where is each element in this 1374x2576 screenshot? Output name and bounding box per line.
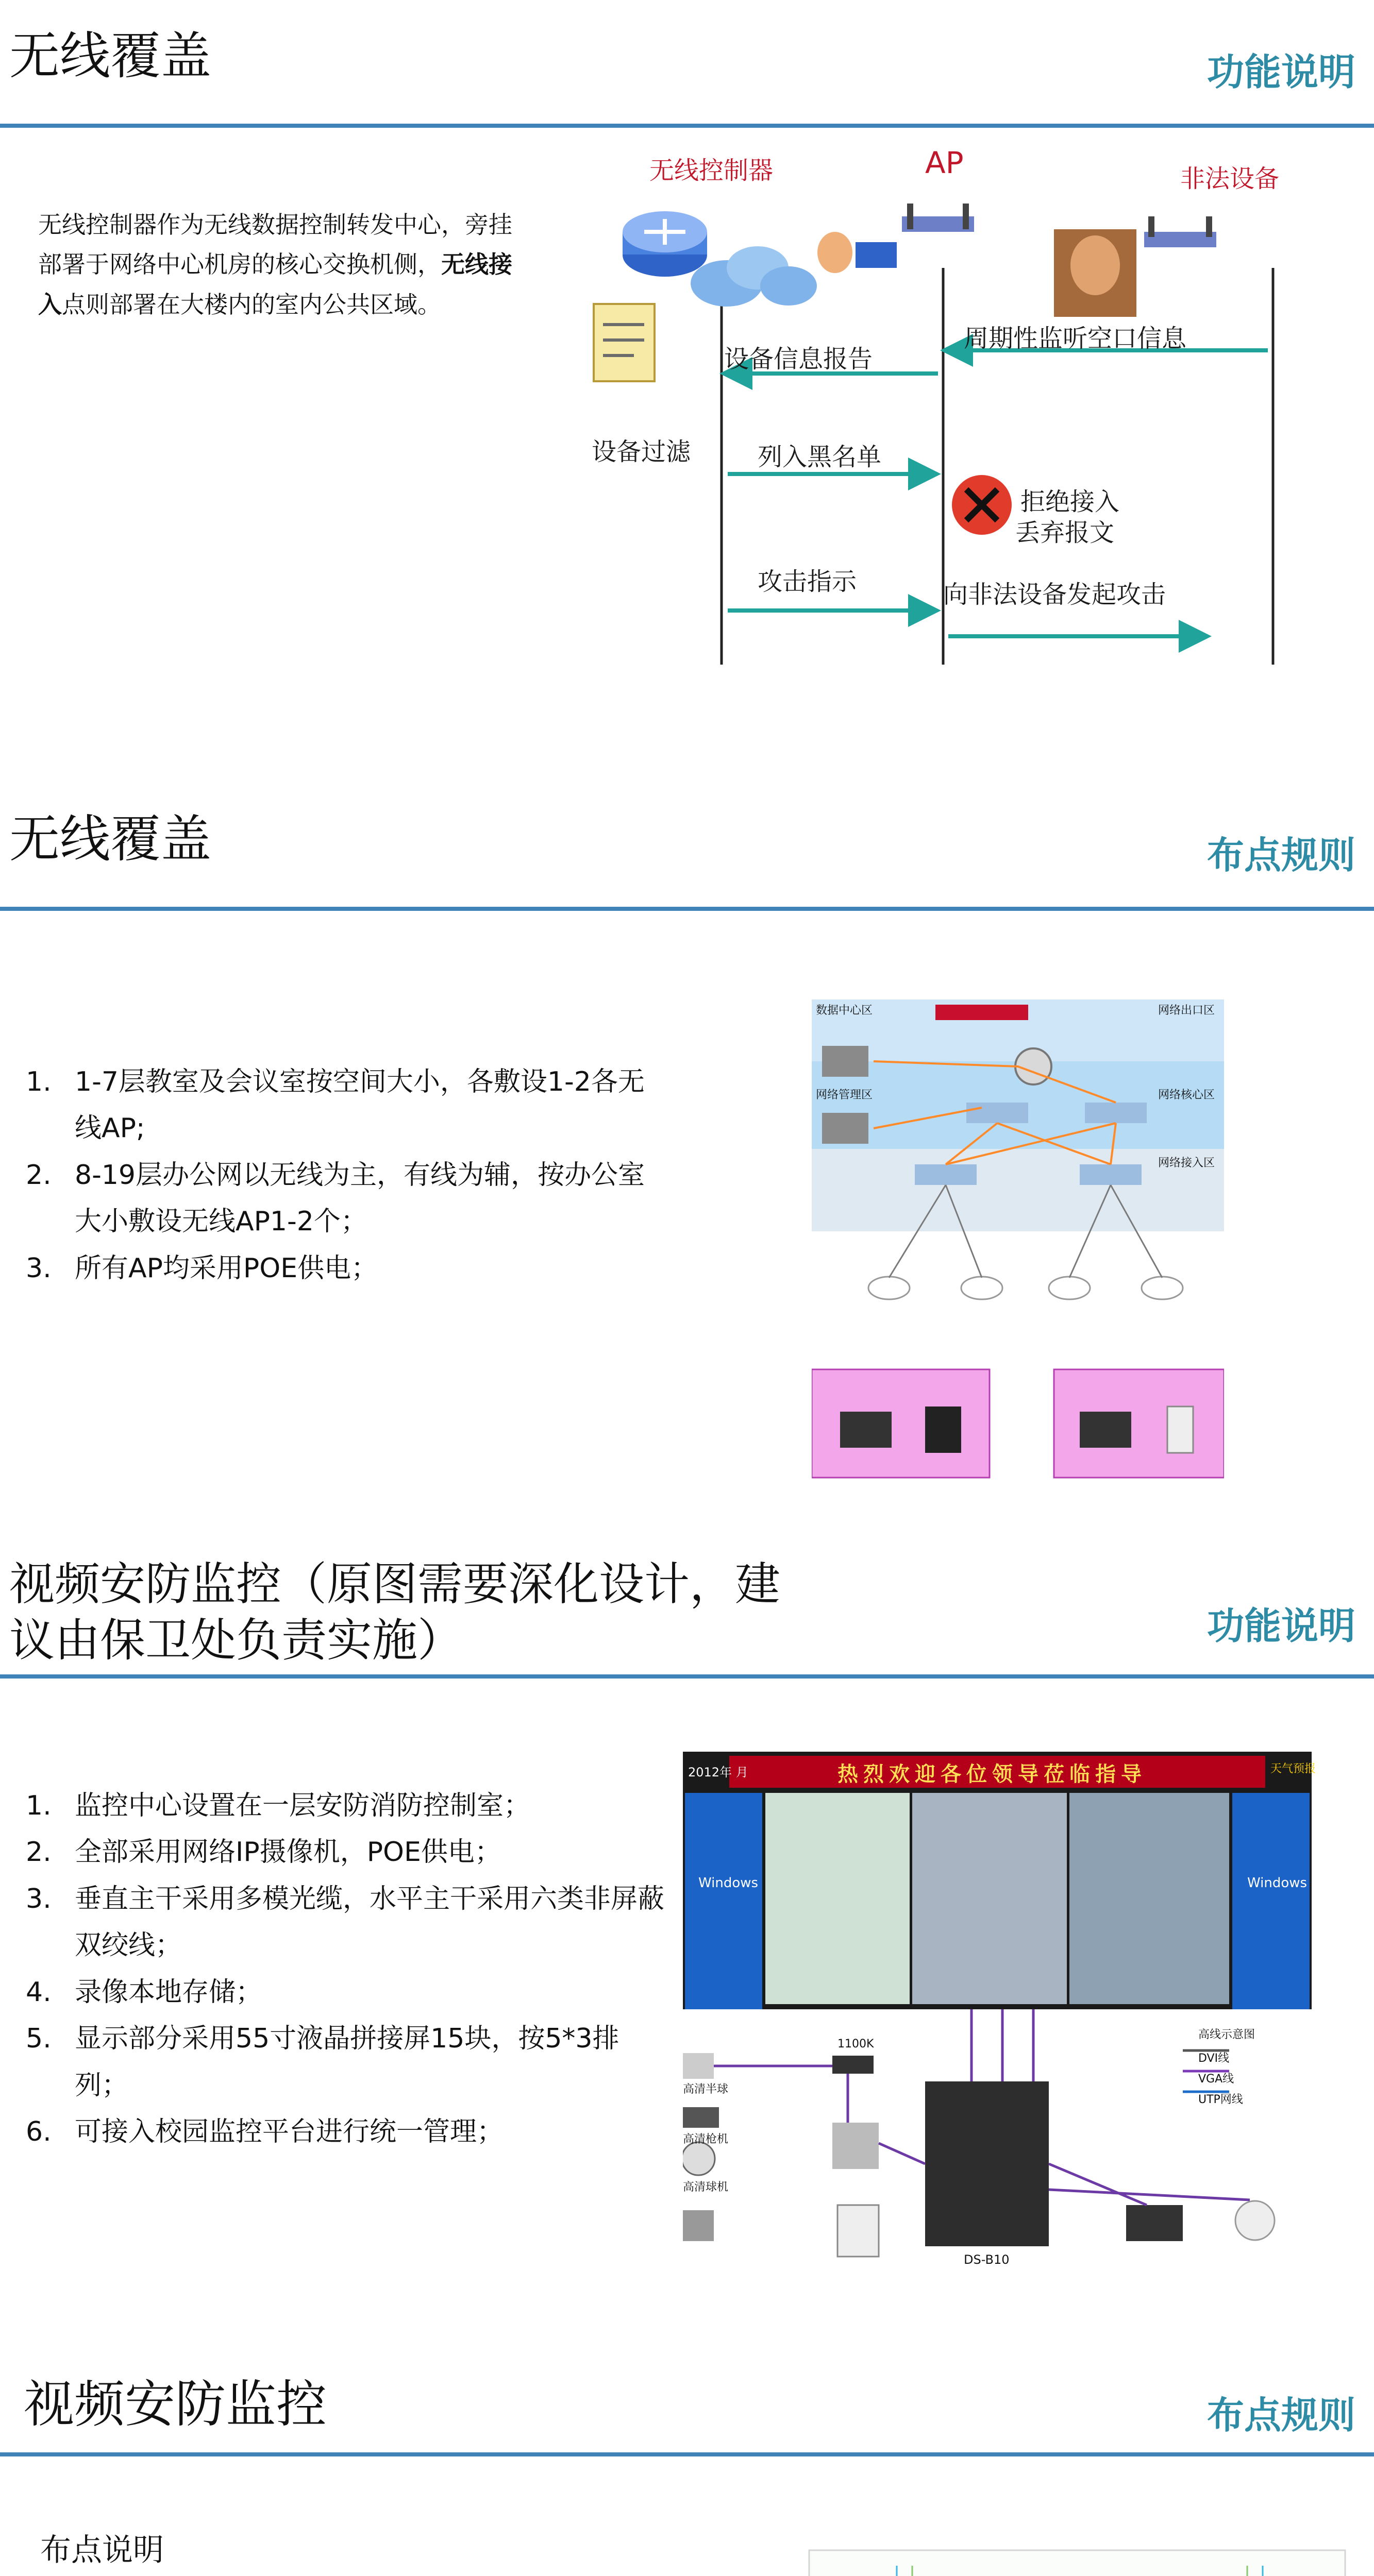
video-feature-list [26,1783,665,2156]
weather-label: 天气预报 [1270,1762,1316,1775]
ap-icon [1049,1277,1090,1299]
zone-label: 网络管理区 [816,1089,873,1101]
laptop-icon [1126,2205,1183,2241]
title-line: 议由保卫处负责实施） [9,1614,463,1667]
attack-label: 向非法设备发起攻击 [943,580,1166,609]
client-group [812,1369,990,1478]
device-label: DS-B10 [964,2252,1010,2267]
description-paragraph [38,205,533,325]
video-system-diagram [683,1752,1316,2267]
section-title: 无线覆盖 [9,810,212,869]
wireless-sequence-diagram [588,145,1371,670]
paragraph-emphasis: 无线接入 [38,250,512,318]
video-diagram-svg [683,1752,1312,2267]
section-tag: 布点规则 [1207,834,1355,877]
section-wireless-function [0,0,1374,804]
switch-icon [966,1103,1028,1123]
camera-icon [683,2210,714,2241]
controller-label: 无线控制器 [649,156,774,185]
topology-svg [812,999,1224,1479]
attack-command-label: 攻击指示 [758,567,857,596]
legend-item: VGA线 [1198,2073,1234,2086]
illegal-device-label: 非法设备 [1180,164,1280,193]
ds-b10-icon [925,2081,1049,2246]
illegal-device-icon [1054,216,1216,317]
filter-icon [594,304,655,381]
server-icon [822,1046,868,1077]
list-item: 6. 可接入校园监控平台进行统一管理； [26,2116,504,2148]
riser-svg [804,2545,1350,2576]
section-title [9,1556,780,1668]
list-item: 2. 8-19层办公网以无线为主，有线为辅，按办公室大小敷设无线AP1-2个； [26,1159,645,1238]
firewall-icon [935,1005,1028,1020]
subheading: 布点说明 [40,2532,164,2568]
title-line: 视频安防监控（原图需要深化设计，建 [9,1557,781,1611]
legend-item: UTP网线 [1198,2093,1243,2106]
camera-ptz-icon [683,2142,715,2175]
windows-tile: Windows [698,1875,759,1891]
camera-bullet-icon [683,2107,719,2128]
section-tag: 功能说明 [1207,1604,1355,1648]
list-item: 3. 所有AP均采用POE供电； [26,1252,378,1284]
section-tag: 布点规则 [1207,2394,1355,2437]
zone-label: 网络出口区 [1158,1004,1215,1017]
section-title: 视频安防监控 [24,2375,327,2434]
list-item: 2. 全部采用网络IP摄像机，POE供电； [26,1837,501,1868]
controller-icon [623,211,707,277]
storage-icon [837,2205,879,2257]
list-item: 1. 1-7层教室及会议室按空间大小，各敷设1-2各无线AP; [26,1066,645,1144]
camera-label: 高清枪机 [683,2133,729,2146]
windows-tile: Windows [1247,1875,1308,1891]
server-icon [822,1113,868,1144]
camera-dome-icon [683,2053,714,2079]
phone-icon [1167,1406,1193,1453]
ap-icon [1142,1277,1183,1299]
list-item: 1. 监控中心设置在一层安防消防控制室； [26,1790,531,1821]
year-label: 2012年 月 [688,1765,748,1780]
paragraph-text: 点则部署在大楼内的室内公共区域。 [62,290,441,318]
legend-title: 高线示意图 [1198,2028,1255,2041]
wireless-topology-diagram [812,999,1224,1479]
camera-label: 高清半球 [683,2083,729,2096]
section-video-layout [0,2334,1374,2576]
eavesdrop-icon [817,232,897,273]
reject-label-2: 丢弃报文 [1015,518,1115,547]
list-item: 3. 垂直主干采用多模光缆，水平主干采用六类非屏蔽双绞线； [26,1883,665,1961]
switch-label: 1100K [837,2038,874,2050]
blacklist-label: 列入黑名单 [758,443,882,471]
client-group [1054,1369,1224,1478]
header-divider [0,907,1374,911]
legend-item: DVI线 [1198,2052,1230,2065]
switch-icon [832,2056,874,2074]
layout-rule-list [26,1059,665,1292]
section-video-function [0,1525,1374,2334]
ap-icon [961,1277,1002,1299]
list-item: 4. 录像本地存储； [26,1976,263,2008]
camera-label: 高清球机 [683,2181,729,2194]
section-title: 无线覆盖 [9,27,212,86]
report-label: 设备信息报告 [724,345,873,374]
ap-label: AP [925,145,964,180]
zone-label: 网络核心区 [1158,1089,1215,1101]
filter-label: 设备过滤 [592,437,691,466]
switch-icon [1080,1164,1142,1185]
laptop-icon [840,1412,892,1448]
switch-icon [915,1164,977,1185]
reject-icon [952,475,1012,535]
cloud-icon [691,246,817,307]
ap-icon [902,204,974,232]
ap-icon [868,1277,910,1299]
section-tag: 功能说明 [1207,50,1355,94]
switch-icon [1085,1103,1147,1123]
banner-text: 热烈欢迎各位领导莅临指导 [837,1762,1147,1786]
zone-label: 网络接入区 [1158,1157,1215,1170]
reject-label-1: 拒绝接入 [1020,487,1120,516]
list-item: 5. 显示部分采用55寸液晶拼接屏15块，按5*3排列； [26,2023,619,2101]
tablet-icon [925,1406,961,1453]
header-divider [0,124,1374,128]
monitor-label: 周期性监听空口信息 [964,324,1187,353]
section-wireless-layout [0,783,1374,1525]
zone-label: 数据中心区 [816,1004,873,1017]
camera-riser-diagram [804,2545,1350,2576]
router-icon [832,2123,879,2169]
laptop-icon [1080,1412,1131,1448]
header-divider [0,2452,1374,2456]
header-divider [0,1674,1374,1679]
paragraph-text: 无线控制器作为无线数据控制转发中心，旁挂部署于网络中心机房的核心交换机侧， [38,211,512,279]
speed-dome-icon [1235,2201,1275,2240]
